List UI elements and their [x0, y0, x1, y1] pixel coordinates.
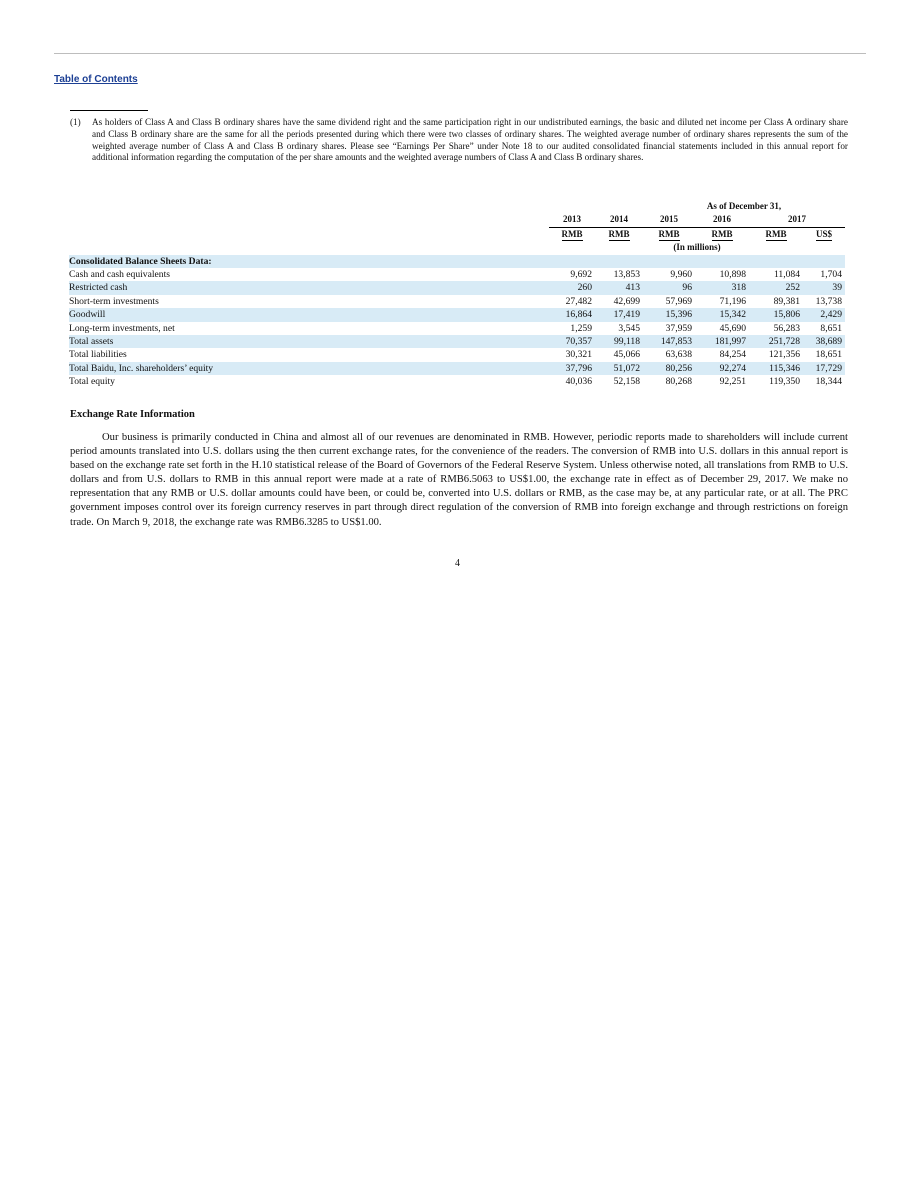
cell-value: 11,084: [773, 269, 800, 281]
table-row: [69, 268, 845, 281]
cell-value: 52,158: [613, 376, 640, 388]
cell-value: 8,651: [820, 322, 842, 334]
row-label: Long-term investments, net: [69, 322, 175, 334]
cell-value: 37,959: [665, 322, 692, 334]
cell-value: 251,728: [749, 335, 803, 348]
footnote-text: As holders of Class A and Class B ordinary shares have the same dividend right and the same participation right in our undistributed earnings, the basic and diluted net income per Class A ordinary share and Class B ordinary share are the same for all the periods presented during which there were two classes of ordinary shares. The weighted average number of ordinary shares represents the sum of the weighted average number of Class A and Class B ordinary shares. Please see “Earnings Per Share” under Note 18 to our audited consolidated financial statements included in this annual report for additional information regarding the computation of the per share amounts and the weighted average numbers of Class A and Class B ordinary shares.: [92, 117, 848, 163]
cell-value: 70,357: [549, 335, 595, 348]
table-row: [69, 335, 845, 348]
cell-value: 39: [803, 281, 845, 294]
table-row: [69, 362, 845, 375]
cell-value: 63,638: [665, 349, 692, 361]
currency-header: US$: [815, 228, 832, 239]
cell-value: 17,419: [595, 308, 643, 321]
row-label: Total liabilities: [69, 349, 127, 361]
cell-value: 38,689: [803, 335, 845, 348]
balance-sheet-table: [69, 200, 845, 389]
cell-value: 16,864: [549, 308, 595, 321]
cell-value: 119,350: [769, 376, 800, 388]
year-header: 2017: [788, 214, 806, 225]
row-label: Goodwill: [69, 308, 549, 321]
cell-value: 37,796: [549, 362, 595, 375]
as-of-header: As of December 31,: [706, 201, 782, 211]
currency-header: RMB: [561, 228, 583, 239]
cell-value: 89,381: [773, 295, 800, 307]
cell-value: 99,118: [595, 335, 643, 348]
row-label: Total Baidu, Inc. shareholders’ equity: [69, 362, 549, 375]
cell-value: 15,342: [695, 308, 749, 321]
cell-value: 13,853: [613, 269, 640, 281]
cell-value: 18,651: [815, 349, 842, 361]
row-label: Cash and cash equivalents: [69, 269, 170, 281]
cell-value: 80,268: [665, 376, 692, 388]
cell-value: 147,853: [643, 335, 695, 348]
cell-value: 30,321: [565, 349, 592, 361]
cell-value: 84,254: [719, 349, 746, 361]
cell-value: 92,251: [719, 376, 746, 388]
page-number: 4: [455, 558, 460, 569]
row-label: Restricted cash: [69, 281, 549, 294]
table-row: [69, 375, 845, 388]
cell-value: 181,997: [695, 335, 749, 348]
currency-header: RMB: [765, 228, 787, 239]
cell-value: 45,690: [719, 322, 746, 334]
cell-value: 45,066: [613, 349, 640, 361]
cell-value: 51,072: [595, 362, 643, 375]
footnote-number: (1): [70, 117, 81, 127]
cell-value: 96: [643, 281, 695, 294]
cell-value: 413: [595, 281, 643, 294]
year-header: 2014: [610, 214, 628, 225]
cell-value: 40,036: [565, 376, 592, 388]
row-label: Short-term investments: [69, 295, 159, 307]
cell-value: 15,806: [749, 308, 803, 321]
cell-value: 9,960: [670, 269, 692, 281]
table-row: [69, 308, 845, 321]
currency-header: RMB: [711, 228, 733, 239]
table-row: [69, 281, 845, 294]
cell-value: 9,692: [570, 269, 592, 281]
cell-value: 17,729: [803, 362, 845, 375]
cell-value: 56,283: [773, 322, 800, 334]
cell-value: 92,274: [695, 362, 749, 375]
exchange-rate-heading: Exchange Rate Information: [70, 409, 195, 420]
cell-value: 80,256: [643, 362, 695, 375]
currency-header: RMB: [608, 228, 630, 239]
cell-value: 3,545: [618, 322, 640, 334]
cell-value: 1,259: [570, 322, 592, 334]
cell-value: 2,429: [803, 308, 845, 321]
row-label: Total assets: [69, 335, 549, 348]
cell-value: 18,344: [815, 376, 842, 388]
cell-value: 71,196: [719, 295, 746, 307]
year-header: 2015: [660, 214, 678, 225]
year-header: 2016: [713, 214, 731, 225]
footnote: [70, 117, 848, 164]
table-row: [69, 322, 845, 335]
row-label: Total equity: [69, 376, 115, 388]
top-divider: [54, 53, 866, 54]
cell-value: 15,396: [643, 308, 695, 321]
cell-value: 27,482: [565, 295, 592, 307]
year-header: 2013: [563, 214, 581, 225]
cell-value: 13,738: [815, 295, 842, 307]
cell-value: 260: [549, 281, 595, 294]
cell-value: 1,704: [820, 269, 842, 281]
cell-value: 318: [695, 281, 749, 294]
cell-value: 57,969: [665, 295, 692, 307]
footnote-divider: [70, 110, 148, 111]
currency-header: RMB: [658, 228, 680, 239]
table-of-contents-link[interactable]: Table of Contents: [54, 74, 138, 85]
table-row: [69, 295, 845, 308]
cell-value: 252: [749, 281, 803, 294]
exchange-rate-paragraph: Our business is primarily conducted in China and almost all of our revenues are denominated in RMB. However, periodic reports made to shareholders will include current period amounts translated into U.S. dollars using the then current exchange rates, for the convenience of the readers. The conversion of RMB into U.S. dollars in this annual report is based on the exchange rate set forth in the H.10 statistical release of the Board of Governors of the Federal Reserve System. Unless otherwise noted, all translations from RMB to U.S. dollars and from U.S. dollars to RMB in this annual report were made at a rate of RMB6.5063 to US$1.00, the exchange rate in effect as of December 29, 2017. We make no representation that any RMB or U.S. dollar amounts could have been, or could be, converted into U.S. dollars or RMB, as the case may be, at any particular rate, or at all. The PRC government imposes control over its foreign currency reserves in part through direct regulation of the conversion of RMB into foreign exchange and through restrictions on foreign trade. On March 9, 2018, the exchange rate was RMB6.3285 to US$1.00.: [70, 432, 848, 528]
cell-value: 10,898: [719, 269, 746, 281]
section-title: Consolidated Balance Sheets Data:: [69, 255, 845, 268]
cell-value: 121,356: [768, 349, 800, 361]
table-row: [69, 348, 845, 361]
cell-value: 115,346: [749, 362, 803, 375]
unit-note: (In millions): [673, 242, 721, 253]
cell-value: 42,699: [613, 295, 640, 307]
